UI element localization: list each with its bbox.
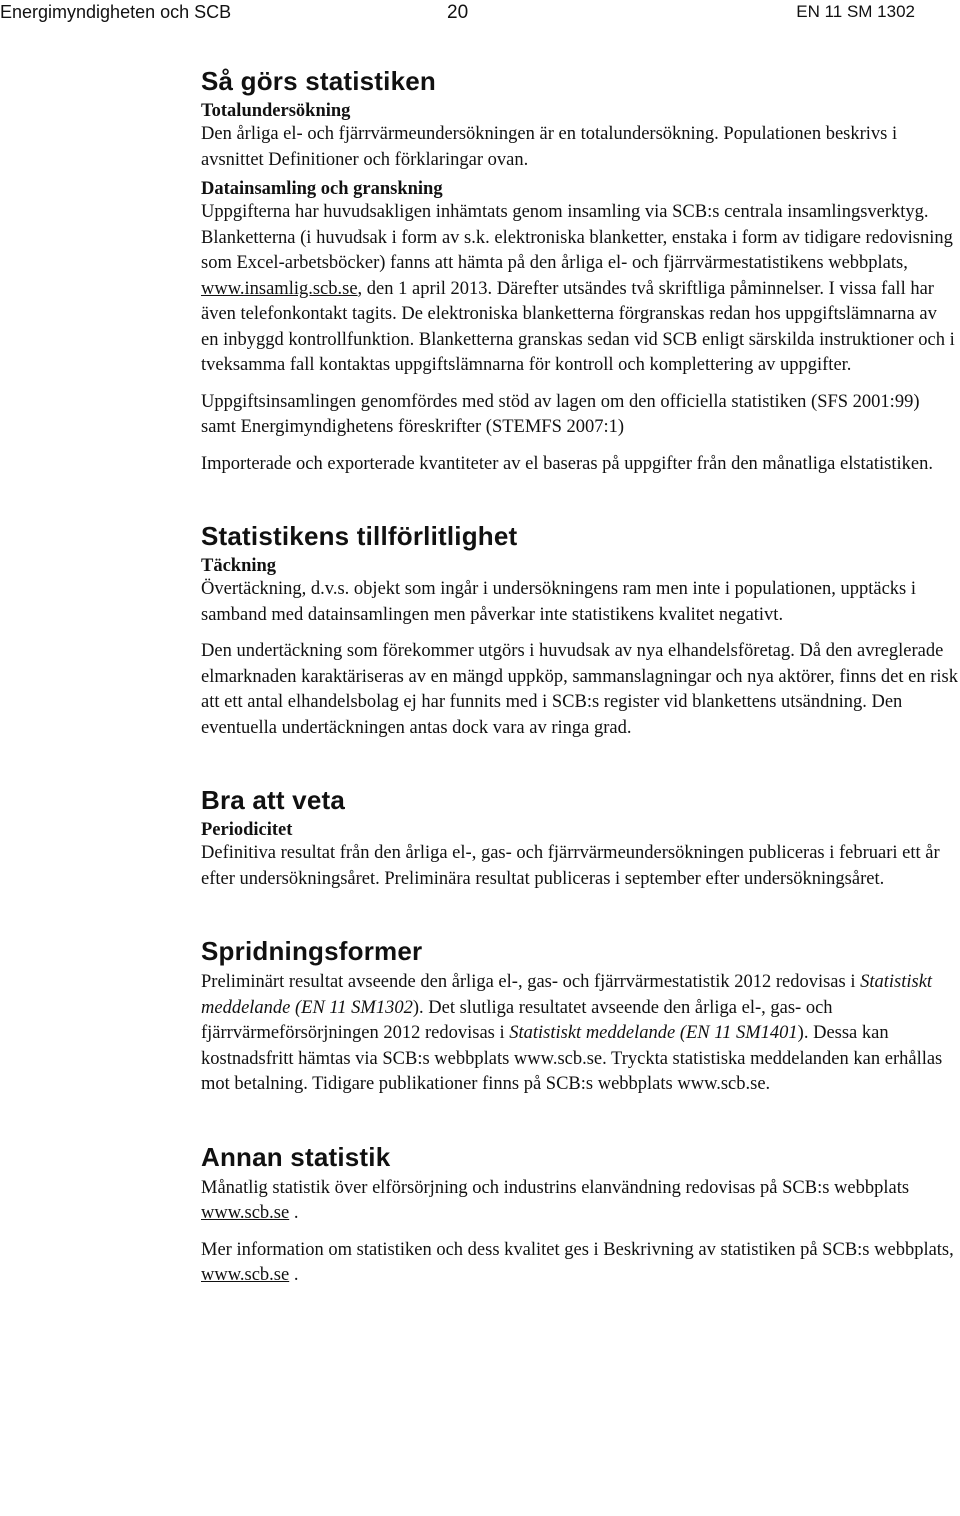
publication-ref-sm1302: Statistiskt meddelande (EN 11 SM1302 [201,972,933,1018]
subheading-periodicitet: Periodicitet [201,820,293,840]
paragraph-spridning-part3: ). Dessa kan kostnadsfritt hämtas via SCB:s webbplats www.scb.se. Tryckta statistiska meddelanden kan erhållas mot betalning. Tidigare publikationer finns på SCB:s webbplats www.scb.se. [201,1023,943,1094]
header-publisher: Energimyndigheten och SCB [0,2,232,22]
paragraph-manatlig-end: . [289,1203,299,1223]
page-header [0,0,960,26]
paragraph-mer-info-text: Mer information om statistiken och dess kvalitet ges i Beskrivning av statistiken på SCB:s webbplats, [201,1239,954,1260]
paragraph-datainsamling-part1: Uppgifterna har huvudsakligen inhämtats genom insamling via SCB:s centrala insamlingsverktyg. Blanketterna (i huvudsak i form av s.k. elektroniska blanketter, enstaka i form av tidigare redovisning som Excel-arbetsböcker) fanns att hämta på den årliga el- och fjärrvärmestatistikens webbplats, [201,202,953,273]
document-body [201,66,958,1289]
paragraph-import-export: Importerade och exporterade kvantiteter av el baseras på uppgifter från den månatliga elstatistiken. [201,453,933,474]
paragraph-overtackning: Övertäckning, d.v.s. objekt som ingår i undersökningens ram men inte i populationen, upptäcks i samband med datainsamlingen men påverkar inte statistikens kvalitet negativt. [201,579,917,625]
section-title-bra-att-veta: Bra att veta [201,785,346,815]
link-scb-2[interactable]: www.scb.se [201,1265,290,1285]
subheading-datainsamling: Datainsamling och granskning [201,179,443,199]
paragraph-spridningsformer [201,970,958,1098]
publication-ref-sm1401: Statistiskt meddelande (EN 11 SM1401 [509,1023,798,1043]
paragraph-undertackning: Den undertäckning som förekommer utgörs i huvudsak av nya elhandelsföretag. Då den avreglerade elmarknaden karaktäriseras av en mängd uppköp, sammanslagningar och nya aktörer, finns det en risk att ett antal elhandelsbolag ej har funnits med i SCB:s register vid blankettens utsändning. Den eventuella undertäckningen antas dock vara av ringa grad. [201,641,958,738]
paragraph-mer-info-end: . [289,1265,299,1285]
link-insamlig[interactable]: www.insamlig.scb.se [201,278,358,299]
section-title-tillforlitlighet: Statistikens tillförlitlighet [201,521,518,551]
section-title-sa-gors: Så görs statistiken [201,66,436,96]
header-report-id: EN 11 SM 1302 [796,2,915,21]
link-scb-1[interactable]: www.scb.se [201,1203,290,1223]
subheading-totalundersokning: Totalundersökning [201,101,351,121]
paragraph-totalundersokning: Den årliga el- och fjärrvärmeundersökningen är en totalundersökning. Populationen beskrivs i avsnittet Definitioner och förklaringar ovan. [201,124,898,170]
paragraph-manatlig [201,1176,958,1227]
subheading-tackning: Täckning [201,556,277,576]
paragraph-lag: Uppgiftsinsamlingen genomfördes med stöd av lagen om den officiella statistiken (SFS 2001:99) samt Energimyndighetens föreskrifter (STEMFS 2007:1) [201,391,920,437]
paragraph-periodicitet: Definitiva resultat från den årliga el-, gas- och fjärrvärmeundersökningen publiceras i februari ett år efter undersökningsåret. Preliminära resultat publiceras i september efter undersökningsåret. [201,843,940,889]
paragraph-datainsamling [201,200,958,379]
paragraph-spridning-part2: ). Det slutliga resultatet avseende den årliga el-, gas- och fjärrvärmeförsörjningen 2012 redovisas i [201,997,833,1043]
paragraph-spridning-part1: Preliminärt resultat avseende den årliga el-, gas- och fjärrvärmestatistik 2012 redovisas i [201,972,861,992]
paragraph-mer-information [201,1238,958,1289]
paragraph-datainsamling-part2: , den 1 april 2013. Därefter utsändes två skriftliga påminnelser. I vissa fall har även telefonkontakt tagits. De elektroniska blanketterna förgranskas redan hos uppgiftslämnarna av en inbyggd kontrollfunktion. Blanketterna granskas sedan vid SCB enligt särskilda instruktioner och i tveksamma fall kontaktas uppgiftslämnarna för kontroll och komplettering av uppgifter. [201,278,955,375]
section-title-spridningsformer: Spridningsformer [201,936,423,966]
section-title-annan-statistik: Annan statistik [201,1141,391,1172]
page-number: 20 [447,2,469,23]
paragraph-manatlig-text: Månatlig statistik över elförsörjning och industrins elanvändning redovisas på SCB:s webbplats [201,1177,910,1198]
